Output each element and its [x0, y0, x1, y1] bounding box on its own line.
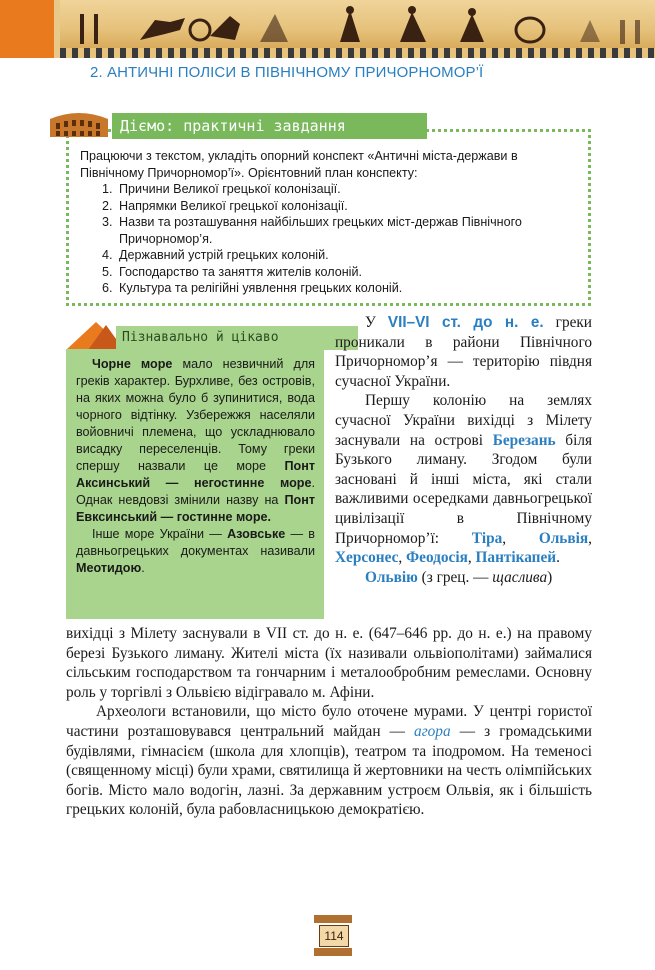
page-number-temple [314, 915, 352, 965]
separator: , [502, 529, 539, 547]
text-span: Археологи встановили, що місто було оточене мурами. У центрі гористої частини розташовувався центральний майдан — [66, 703, 592, 740]
body-paragraph [66, 702, 592, 820]
city-term: Ольвію [365, 568, 418, 586]
info-paragraph [76, 356, 315, 526]
separator: , [467, 549, 476, 567]
task-item: 5. Господарство та заняття жителів колоній. [116, 264, 585, 281]
page-number: 114 [319, 925, 349, 947]
full-width-text [66, 624, 592, 820]
text-span: У [365, 314, 388, 331]
city-term: Ольвія [538, 529, 589, 547]
text-span: біля Бузького лиману. Згодом були засновані й інші міста, які стали важливими осередками давньогрецької цивілізації в Північному Причорномор’ї: [335, 431, 592, 547]
info-text-span: мало незвичний для греків характер. Бурхливе, без островів, на яких можна було б зупинитися, вода чорного відтінку. Узбережжя населяли войовничі племена, що ускладнювало висадку переселенців. Тому греки спершу назвали це море [76, 357, 316, 473]
info-text-span: . [141, 561, 145, 575]
agora-term: агора [414, 722, 451, 740]
info-term: Меотидою [76, 561, 142, 575]
info-paragraph [76, 526, 315, 577]
info-term: Чорне море [92, 357, 173, 371]
task-item: 2. Напрямки Великої грецької колонізації. [116, 198, 585, 215]
text-span: — з громадськими будівлями, гімнасієм (школа для хлопців), театром та іподромом. На теменосі (священному місці) були храми, святилища й жертовники на честь олімпійських богів. Місто мало водогін, лазні. За державним устроєм Ольвія, як і більшість грецьких колоній, була рабовласницькою демократією. [66, 722, 592, 819]
text-span: Першу колонію на землях сучасної України вихідці з Мілету заснували на острові [335, 392, 592, 449]
frieze-figures-icon [60, 0, 655, 48]
banner-frieze-image [60, 0, 655, 48]
task-item: 6. Культура та релігійні уявлення грецьких колоній. [116, 280, 585, 297]
info-header-label: Пізнавально й цікаво [116, 326, 358, 350]
banner-orange-block [0, 0, 54, 58]
temple-roof-icon [314, 915, 352, 923]
body-paragraph [335, 313, 592, 391]
separator: , [398, 549, 407, 567]
body-paragraph [335, 391, 592, 567]
task-intro: Працюючи з текстом, укладіть опорний конспект «Античні міста-держави в Північному Причорномор’ї». Орієнтовний план конспекту: [80, 149, 518, 180]
place-term: Березань [492, 431, 556, 449]
text-span: ) [547, 568, 553, 586]
city-term: Феодосія [406, 549, 468, 567]
colosseum-icon [48, 107, 110, 139]
task-item: 4. Державний устрій грецьких колоній. [116, 247, 585, 264]
info-text-span: Інше море України — [92, 527, 228, 541]
body-paragraph: вихідці з Мілету заснували в VII ст. до н. е. (647–646 рр. до н. е.) на правому березі Бузького лиману. Жителі міста (їх називали ольвіополітами) займалися сільським господарством та гончарним і металообробним ремеслами. Основну роль у торгівлі з Ольвією відігравало м. Афіни. [66, 625, 592, 701]
banner-meander-strip [60, 48, 655, 58]
separator: . [556, 549, 560, 567]
task-item: 3. Назви та розташування найбільших грецьких міст-держав Північного Причорномор’я. [116, 214, 585, 247]
info-term: Понт Аксинський — негостинне море [76, 459, 315, 490]
date-highlight: VII–VI ст. до н. е. [387, 314, 544, 331]
task-header-label: Діємо: практичні завдання [112, 113, 427, 139]
city-term: Пантікапей [475, 549, 557, 567]
section-title: 2. АНТИЧНІ ПОЛІСИ В ПІВНІЧНОМУ ПРИЧОРНОМОР’Ї [90, 64, 484, 81]
info-term: Азовське [227, 527, 286, 541]
info-text-span: . Однак невдовзі змінили назву на [76, 476, 315, 507]
right-column [335, 313, 592, 587]
task-content [80, 148, 585, 297]
text-span: (з грец. — [417, 568, 493, 586]
city-term: Херсонес [335, 549, 399, 567]
separator: , [588, 529, 592, 547]
info-text-span: — в давньогрецьких документах називали [76, 527, 315, 558]
info-content [76, 356, 315, 577]
temple-base-icon [314, 948, 352, 956]
body-paragraph [335, 568, 592, 588]
info-term: Понт Евксинський — гостинне море. [76, 493, 315, 524]
task-list [80, 181, 585, 297]
city-term: Тіра [471, 529, 503, 547]
text-span: греки проникали в райони Північного Причорномор’я — територію півдня сучасної України. [335, 314, 592, 390]
italic-term: щаслива [492, 568, 548, 586]
header-banner [0, 0, 655, 58]
task-item: 1. Причини Великої грецької колонізації. [116, 181, 585, 198]
